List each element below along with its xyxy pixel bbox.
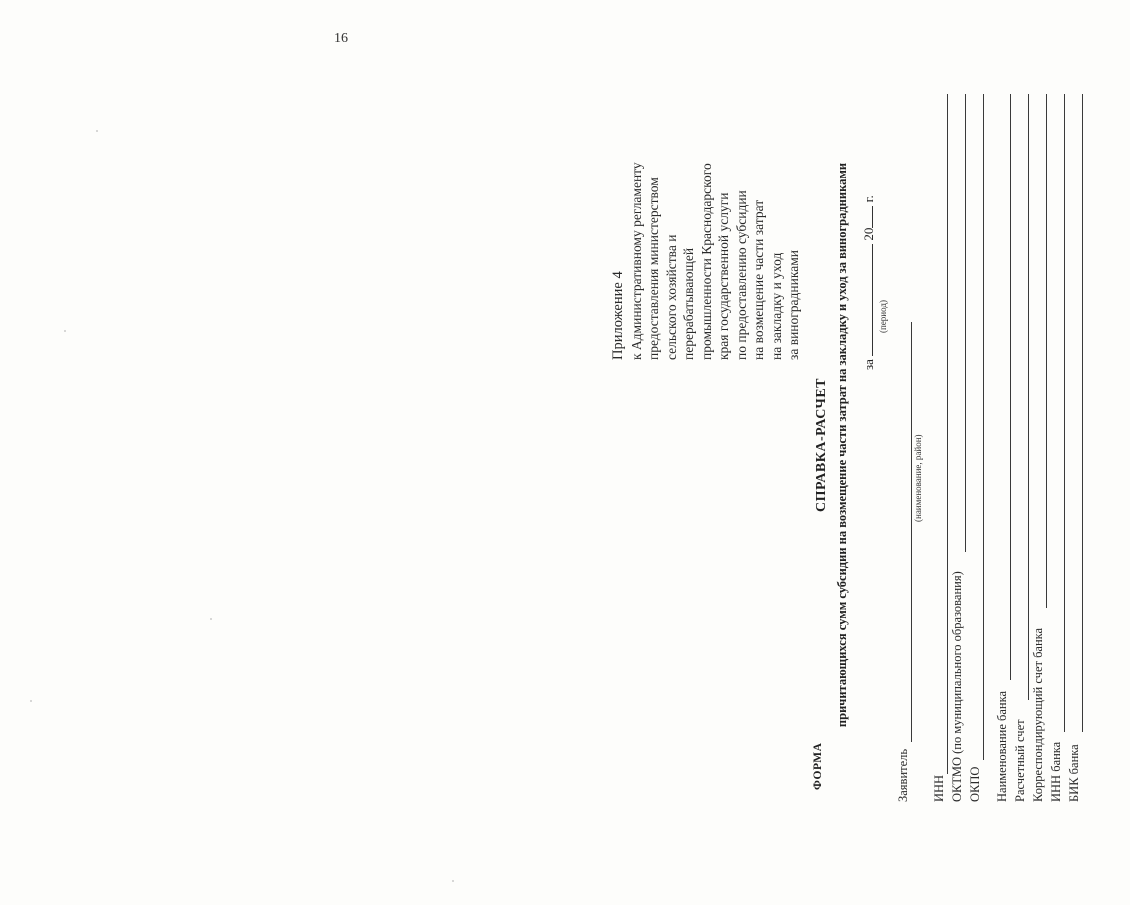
- appendix-line: по предоставлению субсидии: [733, 190, 749, 360]
- bank-inn-field[interactable]: [1064, 94, 1065, 732]
- appendix-line: на закладку и уход: [768, 252, 784, 360]
- account-field[interactable]: [1028, 94, 1029, 700]
- bank-name-field[interactable]: [1010, 94, 1011, 680]
- year-prefix: 20: [861, 227, 876, 241]
- appendix-line: предоставления министерством: [646, 177, 661, 360]
- corr-account-label: Корреспондирующий счет банка: [1031, 627, 1045, 802]
- appendix-line: промышленности Краснодарского: [698, 163, 714, 360]
- appendix-heading: Приложение 4: [610, 271, 626, 360]
- year-suffix: г.: [861, 195, 876, 203]
- oktmo-field[interactable]: [965, 94, 966, 552]
- corr-account-field[interactable]: [1046, 94, 1047, 608]
- applicant-note: (наименование, район): [913, 434, 923, 522]
- appendix-line: на возмещение части затрат: [751, 199, 766, 360]
- bik-label: БИК банка: [1067, 744, 1081, 802]
- appendix-line: перерабатывающей: [681, 247, 696, 360]
- period-note: (период): [878, 300, 888, 333]
- inn-field[interactable]: [947, 94, 948, 774]
- scan-speck: [96, 130, 98, 132]
- scan-speck: [30, 700, 32, 702]
- appendix-block: [610, 60, 803, 360]
- document-subtitle: причитающихся сумм субсидии на возмещение части затрат на закладку и уход за виноградниками: [835, 162, 849, 728]
- form-label: ФОРМА: [812, 742, 824, 790]
- inn-label: ИНН: [932, 774, 946, 802]
- appendix-line: края государственной услуги: [716, 192, 731, 360]
- applicant-label: Заявитель: [896, 748, 910, 802]
- year-blank[interactable]: [860, 206, 873, 228]
- applicant-field[interactable]: [911, 322, 912, 742]
- oktmo-label: ОКТМО (по муниципального образования): [950, 571, 964, 802]
- scan-speck: [452, 880, 454, 882]
- okpo-label: ОКПО: [968, 766, 982, 802]
- period-prefix: за: [861, 359, 876, 370]
- bank-name-label: Наименование банка: [995, 690, 1009, 802]
- appendix-line: за виноградниками: [786, 250, 801, 360]
- bik-field[interactable]: [1082, 94, 1083, 732]
- okpo-field[interactable]: [983, 94, 984, 760]
- period-line: [860, 195, 877, 370]
- appendix-line: сельского хозяйства и: [663, 234, 679, 360]
- document-title: СПРАВКА-РАСЧЕТ: [814, 377, 829, 513]
- account-label: Расчетный счет: [1013, 719, 1027, 802]
- bank-inn-label: ИНН банка: [1049, 741, 1063, 802]
- appendix-line: к Административному регламенту: [628, 162, 644, 360]
- scan-speck: [210, 618, 212, 620]
- scan-speck: [64, 330, 66, 332]
- page-number: 16: [334, 31, 348, 46]
- rotated-document: [610, 60, 1130, 830]
- period-blank[interactable]: [860, 244, 873, 356]
